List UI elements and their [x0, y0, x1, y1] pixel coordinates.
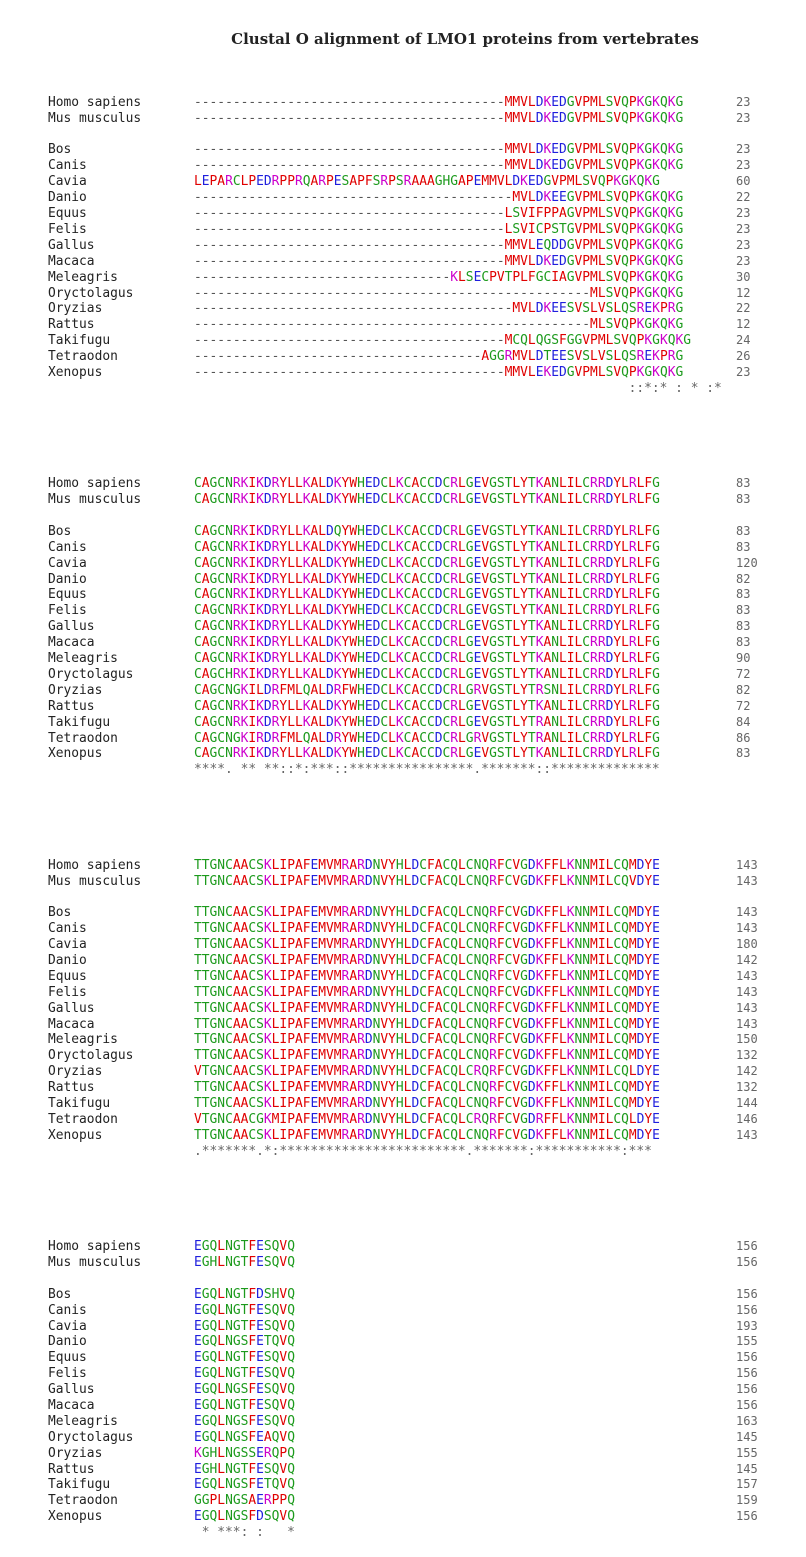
residue-count: 156: [736, 1302, 758, 1317]
sequence-row: [48, 95, 758, 111]
sequence-row: [48, 317, 758, 333]
sequence: ---------------------------------------------------MLSVQPKGKQKG: [194, 285, 684, 301]
residue-count: 72: [736, 666, 751, 681]
sequence: ----------------------------------------MMVLDKEDGVPMLSVQPKGKQKG: [194, 94, 684, 110]
sequence: CAGCNRKIKDRYLLKALDKYWHEDCLKCACCDCRLGEVGSTLYTKANLILCRRDYLRLFG: [194, 651, 660, 667]
sequence-row: [48, 556, 758, 572]
species-name: Macaca: [48, 1016, 95, 1032]
group-spacer: [48, 1271, 758, 1287]
alignment: [48, 63, 758, 1557]
sequence-row: [48, 1319, 758, 1335]
sequence-row: [48, 1350, 758, 1366]
residue-count: 193: [736, 1318, 758, 1333]
residue-count: 155: [736, 1445, 758, 1460]
sequence: EGQLNGTFESQVQ: [194, 1318, 295, 1334]
sequence-row: [48, 111, 758, 127]
residue-count: 23: [736, 158, 751, 173]
sequence-row: [48, 1239, 758, 1255]
residue-count: 83: [736, 619, 751, 634]
residue-count: 144: [736, 1096, 758, 1111]
species-name: Gallus: [48, 237, 95, 253]
sequence: EGQLNGTFESQVQ: [194, 1239, 295, 1255]
sequence-row: [48, 1255, 758, 1271]
sequence-row: [48, 254, 758, 270]
residue-count: 146: [736, 1111, 758, 1126]
sequence: TTGNCAACSKLIPAFEMVMRARDNVYHLDCFACQLCNQRFCVGDKFFLKNNMILCQMDYE: [194, 1016, 660, 1032]
sequence-row: [48, 238, 758, 254]
species-name: Bos: [48, 523, 72, 539]
species-name: Mus musculus: [48, 1255, 142, 1271]
species-name: Meleagris: [48, 651, 118, 667]
species-name: Tetraodon: [48, 730, 118, 746]
sequence-row: [48, 858, 758, 874]
sequence-row: [48, 1398, 758, 1414]
species-name: Rattus: [48, 317, 95, 333]
sequence: ---------------------------------------------------MLSVQPKGKQKG: [194, 317, 684, 333]
sequence: ----------------------------------------MMVLDKEDGVPMLSVQPKGKQKG: [194, 253, 684, 269]
alignment-block-4: [48, 1239, 758, 1541]
sequence: ----------------------------------------MCQLQGSFGGVPMLSVQPKGKQKG: [194, 333, 691, 349]
sequence: CAGCNGKILDRFMLQALDRFWHEDCLKCACCDCRLGRVGSTLYTRSNLILCRRDYLRLFG: [194, 682, 660, 698]
sequence: CAGCNRKIKDRYLLKALDKYWHEDCLKCACCDCRLGEVGSTLYTKANLILCRRDYLRLFG: [194, 571, 660, 587]
species-name: Mus musculus: [48, 873, 142, 889]
species-name: Felis: [48, 1366, 87, 1382]
sequence-row: [48, 1493, 758, 1509]
species-name: Meleagris: [48, 1413, 118, 1429]
species-name: Felis: [48, 603, 87, 619]
residue-count: 156: [736, 1350, 758, 1365]
species-name: Danio: [48, 953, 87, 969]
residue-count: 143: [736, 1000, 758, 1015]
sequence: ----------------------------------------MMVLDKEDGVPMLSVQPKGKQKG: [194, 142, 684, 158]
sequence-row: [48, 1334, 758, 1350]
sequence: CAGCNRKIKDRYLLKALDKYWHEDCLKCACCDCRLGEVGSTLYTKANLILCRRDYLRLFG: [194, 619, 660, 635]
residue-count: 83: [736, 492, 751, 507]
species-name: Xenopus: [48, 746, 103, 762]
residue-count: 155: [736, 1334, 758, 1349]
consensus-line: .*******.*:************************.*******:***********:***: [194, 1143, 652, 1159]
residue-count: 159: [736, 1493, 758, 1508]
residue-count: 84: [736, 714, 751, 729]
residue-count: 120: [736, 555, 758, 570]
sequence: CAGCNRKIKDRYLLKALDKYWHEDCLKCACCDCRLGEVGSTLYTKANLILCRRDYLRLFG: [194, 698, 660, 714]
sequence-row: [48, 921, 758, 937]
species-name: Takifugu: [48, 714, 111, 730]
species-name: Oryzias: [48, 301, 103, 317]
sequence-row: [48, 222, 758, 238]
residue-count: 60: [736, 174, 751, 189]
residue-count: 143: [736, 921, 758, 936]
residue-count: 83: [736, 746, 751, 761]
residue-count: 12: [736, 317, 751, 332]
sequence-row: [48, 365, 758, 381]
residue-count: 145: [736, 1429, 758, 1444]
species-name: Gallus: [48, 1000, 95, 1016]
species-name: Bos: [48, 1286, 72, 1302]
species-name: Takifugu: [48, 333, 111, 349]
residue-count: 83: [736, 587, 751, 602]
species-name: Homo sapiens: [48, 1239, 142, 1255]
sequence: TTGNCAACSKLIPAFEMVMRARDNVYHLDCFACQLCNQRFCVGDKFFLKNNMILCQMDYE: [194, 1096, 660, 1112]
species-name: Equus: [48, 206, 87, 222]
sequence: EGQLNGSFDSQVQ: [194, 1509, 295, 1525]
sequence: TTGNCAACSKLIPAFEMVMRARDNVYHLDCFACQLCNQRFCVGDKFFLKNNMILCQMDYE: [194, 1000, 660, 1016]
residue-count: 143: [736, 857, 758, 872]
sequence: EGQLNGTFESQVQ: [194, 1350, 295, 1366]
species-name: Cavia: [48, 555, 87, 571]
sequence: ----------------------------------------MMVLEKEDGVPMLSVQPKGKQKG: [194, 364, 684, 380]
species-name: Bos: [48, 905, 72, 921]
sequence-row: [48, 905, 758, 921]
sequence: VTGNCAACGKMIPAFEMVMRARDNVYHLDCFACQLCRQRFCVGDRFFLKNNMILCQLDYE: [194, 1111, 660, 1127]
sequence: CAGCNRKIKDRYLLKALDKYWHEDCLKCACCDCRLGEVGSTLYTKANLILCRRDYLRLFG: [194, 635, 660, 651]
sequence-row: [48, 1112, 758, 1128]
sequence-row: [48, 1096, 758, 1112]
sequence-row: [48, 635, 758, 651]
sequence: CAGCNRKIKDRYLLKALDKYWHEDCLKCACCDCRLGEVGSTLYTKANLILCRRDYLRLFG: [194, 746, 660, 762]
species-name: Meleagris: [48, 269, 118, 285]
sequence-row: [48, 286, 758, 302]
sequence-row: [48, 142, 758, 158]
sequence: TTGNCAACSKLIPAFEMVMRARDNVYHLDCFACQLCNQRFCVGDKFFLKNNMILCQMDYE: [194, 937, 660, 953]
species-name: Felis: [48, 221, 87, 237]
sequence: EGQLNGSFESQVQ: [194, 1413, 295, 1429]
species-name: Tetraodon: [48, 349, 118, 365]
species-name: Mus musculus: [48, 492, 142, 508]
residue-count: 142: [736, 953, 758, 968]
residue-count: 23: [736, 142, 751, 157]
sequence: EGQLNGSFETQVQ: [194, 1334, 295, 1350]
sequence-row: [48, 1032, 758, 1048]
residue-count: 83: [736, 523, 751, 538]
sequence: EGQLNGSFETQVQ: [194, 1477, 295, 1493]
species-name: Mus musculus: [48, 110, 142, 126]
consensus-row: [48, 762, 758, 778]
sequence-row: [48, 270, 758, 286]
sequence-row: [48, 1001, 758, 1017]
group-spacer: [48, 508, 758, 524]
species-name: Felis: [48, 984, 87, 1000]
sequence-row: [48, 174, 758, 190]
residue-count: 83: [736, 603, 751, 618]
sequence-row: [48, 603, 758, 619]
residue-count: 163: [736, 1413, 758, 1428]
sequence: CAGCHRKIKDRYLLKALDKYWHEDCLKCACCDCRLGEVGSTLYTKANLILCRRDYLRLFG: [194, 666, 660, 682]
species-name: Oryctolagus: [48, 285, 134, 301]
species-name: Canis: [48, 921, 87, 937]
sequence-row: [48, 1128, 758, 1144]
sequence-row: [48, 1382, 758, 1398]
sequence-row: [48, 874, 758, 890]
species-name: Rattus: [48, 1461, 95, 1477]
sequence-row: [48, 206, 758, 222]
species-name: Takifugu: [48, 1477, 111, 1493]
residue-count: 23: [736, 221, 751, 236]
residue-count: 22: [736, 190, 751, 205]
residue-count: 156: [736, 1382, 758, 1397]
sequence: TTGNCAACSKLIPAFEMVMRARDNVYHLDCFACQLCNQRFCVGDKFFLKNNMILCQMDYE: [194, 1080, 660, 1096]
group-spacer: [48, 127, 758, 143]
residue-count: 150: [736, 1032, 758, 1047]
species-name: Oryzias: [48, 1445, 103, 1461]
sequence: ---------------------------------KLSECPVTPLFGCIAGVPMLSVQPKGKQKG: [194, 269, 684, 285]
sequence: ----------------------------------------LSVIFPPAGVPMLSVQPKGKQKG: [194, 206, 684, 222]
species-name: Canis: [48, 158, 87, 174]
species-name: Oryctolagus: [48, 1429, 134, 1445]
residue-count: 143: [736, 873, 758, 888]
species-name: Tetraodon: [48, 1111, 118, 1127]
block-spacer: [48, 1191, 758, 1207]
species-name: Oryzias: [48, 682, 103, 698]
sequence: CAGCNRKIKDRYLLKALDKYWHEDCLKCACCDCRLGEVGSTLYTRANLILCRRDYLRLFG: [194, 714, 660, 730]
sequence: KGHLNGSSERQPQ: [194, 1445, 295, 1461]
residue-count: 83: [736, 476, 751, 491]
residue-count: 22: [736, 301, 751, 316]
sequence: EGQLNGSFESQVQ: [194, 1382, 295, 1398]
residue-count: 12: [736, 285, 751, 300]
residue-count: 72: [736, 698, 751, 713]
species-name: Gallus: [48, 1382, 95, 1398]
sequence: EGHLNGTFESQVQ: [194, 1255, 295, 1271]
species-name: Macaca: [48, 253, 95, 269]
species-name: Oryzias: [48, 1064, 103, 1080]
sequence: TTGNCAACSKLIPAFEMVMRARDNVYHLDCFACQLCNQRFCVGDKFFLKNNMILCQMDYE: [194, 953, 660, 969]
species-name: Bos: [48, 142, 72, 158]
sequence-row: [48, 492, 758, 508]
residue-count: 145: [736, 1461, 758, 1476]
species-name: Homo sapiens: [48, 476, 142, 492]
sequence: TTGNCAACSKLIPAFEMVMRARDNVYHLDCFACQLCNQRFCVGDKFFLKNNMILCQMDYE: [194, 968, 660, 984]
consensus-row: [48, 1525, 758, 1541]
sequence-row: [48, 158, 758, 174]
sequence: EGQLNGTFESQVQ: [194, 1366, 295, 1382]
consensus-line: ****. ** **::*:***::****************.*******::**************: [194, 762, 660, 778]
sequence: CAGCNRKIKDRYLLKALDKYWHEDCLKCACCDCRLGEVGSTLYTKANLILCRRDYLRLFG: [194, 555, 660, 571]
sequence: CAGCNRKIKDRYLLKALDKYWHEDCLKCACCDCRLGEVGSTLYTKANLILCRRDYLRLFG: [194, 492, 660, 508]
residue-count: 23: [736, 364, 751, 379]
sequence-row: [48, 1287, 758, 1303]
sequence-row: [48, 969, 758, 985]
species-name: Cavia: [48, 1318, 87, 1334]
residue-count: 143: [736, 968, 758, 983]
species-name: Xenopus: [48, 1127, 103, 1143]
residue-count: 83: [736, 635, 751, 650]
sequence: CAGCNGKIRDRFMLQALDRYWHEDCLKCACCDCRLGRVGSTLYTRANLILCRRDYLRLFG: [194, 730, 660, 746]
sequence: CAGCNRKIKDRYLLKALDKYWHEDCLKCACCDCRLGEVGSTLYTKANLILCRRDYLRLFG: [194, 539, 660, 555]
residue-count: 23: [736, 110, 751, 125]
alignment-block-2: [48, 476, 758, 778]
sequence-row: [48, 190, 758, 206]
species-name: Danio: [48, 190, 87, 206]
sequence-row: [48, 572, 758, 588]
sequence: EGHLNGTFESQVQ: [194, 1461, 295, 1477]
sequence-row: [48, 985, 758, 1001]
sequence: CAGCNRKIKDRYLLKALDQYWHEDCLKCACCDCRLGEVGSTLYTKANLILCRRDYLRLFG: [194, 523, 660, 539]
species-name: Homo sapiens: [48, 94, 142, 110]
sequence-row: [48, 1430, 758, 1446]
sequence-row: [48, 1064, 758, 1080]
sequence: GGPLNGSAERPPQ: [194, 1493, 295, 1509]
sequence-row: [48, 937, 758, 953]
sequence-row: [48, 731, 758, 747]
alignment-block-3: [48, 858, 758, 1160]
sequence: ----------------------------------------MMVLEQDDGVPMLSVQPKGKQKG: [194, 237, 684, 253]
species-name: Cavia: [48, 937, 87, 953]
residue-count: 23: [736, 206, 751, 221]
sequence-row: [48, 651, 758, 667]
species-name: Homo sapiens: [48, 857, 142, 873]
sequence-row: [48, 953, 758, 969]
residue-count: 132: [736, 1080, 758, 1095]
sequence: -----------------------------------------MVLDKEEGVPMLSVQPKGKQKG: [194, 190, 684, 206]
block-spacer: [48, 810, 758, 826]
species-name: Rattus: [48, 1080, 95, 1096]
species-name: Macaca: [48, 635, 95, 651]
species-name: Equus: [48, 587, 87, 603]
block-spacer: [48, 429, 758, 445]
sequence-row: [48, 699, 758, 715]
species-name: Tetraodon: [48, 1493, 118, 1509]
sequence-row: [48, 667, 758, 683]
sequence: VTGNCAACSKLIPAFEMVMRARDNVYHLDCFACQLCRQRFCVGDKFFLKNNMILCQLDYE: [194, 1064, 660, 1080]
species-name: Canis: [48, 539, 87, 555]
species-name: Rattus: [48, 698, 95, 714]
residue-count: 132: [736, 1048, 758, 1063]
sequence-row: [48, 333, 758, 349]
species-name: Danio: [48, 1334, 87, 1350]
sequence: CAGCNRKIKDRYLLKALDKYWHEDCLKCACCDCRLGEVGSTLYTKANLILCRRDYLRLFG: [194, 476, 660, 492]
sequence: EGQLNGSFEAQVQ: [194, 1429, 295, 1445]
species-name: Takifugu: [48, 1096, 111, 1112]
species-name: Cavia: [48, 174, 87, 190]
consensus-row: [48, 381, 758, 397]
residue-count: 142: [736, 1064, 758, 1079]
residue-count: 156: [736, 1286, 758, 1301]
sequence: CAGCNRKIKDRYLLKALDKYWHEDCLKCACCDCRLGEVGSTLYTKANLILCRRDYLRLFG: [194, 603, 660, 619]
sequence-row: [48, 1509, 758, 1525]
alignment-block-1: [48, 95, 758, 397]
consensus-line: ::*:* : * :*: [194, 380, 722, 396]
residue-count: 86: [736, 730, 751, 745]
sequence-row: [48, 1017, 758, 1033]
sequence-row: [48, 476, 758, 492]
sequence: TTGNCAACSKLIPAFEMVMRARDNVYHLDCFACQLCNQRFCVGDKFFLKNNMILCQMDYE: [194, 905, 660, 921]
consensus-row: [48, 1144, 758, 1160]
sequence-row: [48, 715, 758, 731]
species-name: Meleagris: [48, 1032, 118, 1048]
species-name: Equus: [48, 968, 87, 984]
residue-count: 156: [736, 1239, 758, 1254]
residue-count: 23: [736, 253, 751, 268]
figure-title: Clustal O alignment of LMO1 proteins from vertebrates: [231, 30, 699, 48]
residue-count: 30: [736, 269, 751, 284]
species-name: Xenopus: [48, 364, 103, 380]
sequence: TTGNCAACSKLIPAFEMVMRARDNVYHLDCFACQLCNQRFCVGDKFFLKNNMILCQMDYE: [194, 1127, 660, 1143]
sequence-row: [48, 1080, 758, 1096]
sequence: TTGNCAACSKLIPAFEMVMRARDNVYHLDCFACQLCNQRFCVGDKFFLKNNMILCQMDYE: [194, 1032, 660, 1048]
sequence: -----------------------------------------MVLDKEESVSLVSLQSREKPRG: [194, 301, 684, 317]
consensus-line: * ***: : *: [194, 1525, 295, 1541]
sequence-row: [48, 1446, 758, 1462]
residue-count: 143: [736, 1016, 758, 1031]
sequence: TTGNCAACSKLIPAFEMVMRARDNVYHLDCFACQLCNQRFCVGDKFFLKNNMILCQMDYE: [194, 857, 660, 873]
residue-count: 82: [736, 571, 751, 586]
residue-count: 143: [736, 905, 758, 920]
species-name: Canis: [48, 1302, 87, 1318]
sequence-row: [48, 349, 758, 365]
sequence: ----------------------------------------MMVLDKEDGVPMLSVQPKGKQKG: [194, 110, 684, 126]
species-name: Xenopus: [48, 1509, 103, 1525]
species-name: Gallus: [48, 619, 95, 635]
sequence-row: [48, 524, 758, 540]
residue-count: 23: [736, 94, 751, 109]
sequence-row: [48, 301, 758, 317]
sequence-row: [48, 1048, 758, 1064]
residue-count: 24: [736, 333, 751, 348]
residue-count: 82: [736, 682, 751, 697]
species-name: Oryctolagus: [48, 1048, 134, 1064]
sequence-row: [48, 619, 758, 635]
residue-count: 90: [736, 651, 751, 666]
sequence-row: [48, 540, 758, 556]
sequence-row: [48, 587, 758, 603]
sequence: ----------------------------------------LSVICPSTGVPMLSVQPKGKQKG: [194, 221, 684, 237]
residue-count: 156: [736, 1366, 758, 1381]
species-name: Macaca: [48, 1398, 95, 1414]
sequence: TTGNCAACSKLIPAFEMVMRARDNVYHLDCFACQLCNQRFCVGDKFFLKNNMILCQMDYE: [194, 921, 660, 937]
sequence: -------------------------------------AGGRMVLDTEESVSLVSLQSREKPRG: [194, 349, 684, 365]
residue-count: 156: [736, 1398, 758, 1413]
species-name: Equus: [48, 1350, 87, 1366]
species-name: Oryctolagus: [48, 666, 134, 682]
sequence: TTGNCAACSKLIPAFEMVMRARDNVYHLDCFACQLCNQRFCVGDKFFLKNNMILCQVDYE: [194, 873, 660, 889]
sequence-row: [48, 683, 758, 699]
residue-count: 156: [736, 1509, 758, 1524]
sequence: CAGCNRKIKDRYLLKALDKYWHEDCLKCACCDCRLGEVGSTLYTKANLILCRRDYLRLFG: [194, 587, 660, 603]
residue-count: 143: [736, 1127, 758, 1142]
sequence-row: [48, 1477, 758, 1493]
residue-count: 83: [736, 539, 751, 554]
sequence: EGQLNGTFDSHVQ: [194, 1286, 295, 1302]
sequence: TTGNCAACSKLIPAFEMVMRARDNVYHLDCFACQLCNQRFCVGDKFFLKNNMILCQMDYE: [194, 984, 660, 1000]
sequence-row: [48, 1366, 758, 1382]
residue-count: 180: [736, 937, 758, 952]
residue-count: 23: [736, 237, 751, 252]
residue-count: 156: [736, 1255, 758, 1270]
sequence-row: [48, 1303, 758, 1319]
sequence-row: [48, 1414, 758, 1430]
sequence-row: [48, 746, 758, 762]
sequence: ----------------------------------------MMVLDKEDGVPMLSVQPKGKQKG: [194, 158, 684, 174]
group-spacer: [48, 889, 758, 905]
residue-count: 143: [736, 984, 758, 999]
sequence: EGQLNGTFESQVQ: [194, 1302, 295, 1318]
sequence: LEPARCLPEDRPPRQARPESAPFSRPSRAAAGHGAPEMMVLDKEDGVPMLSVQPKGKQKG: [194, 174, 660, 190]
residue-count: 157: [736, 1477, 758, 1492]
sequence: TTGNCAACSKLIPAFEMVMRARDNVYHLDCFACQLCNQRFCVGDKFFLKNNMILCQMDYE: [194, 1048, 660, 1064]
species-name: Danio: [48, 571, 87, 587]
sequence-row: [48, 1462, 758, 1478]
residue-count: 26: [736, 349, 751, 364]
sequence: EGQLNGTFESQVQ: [194, 1398, 295, 1414]
